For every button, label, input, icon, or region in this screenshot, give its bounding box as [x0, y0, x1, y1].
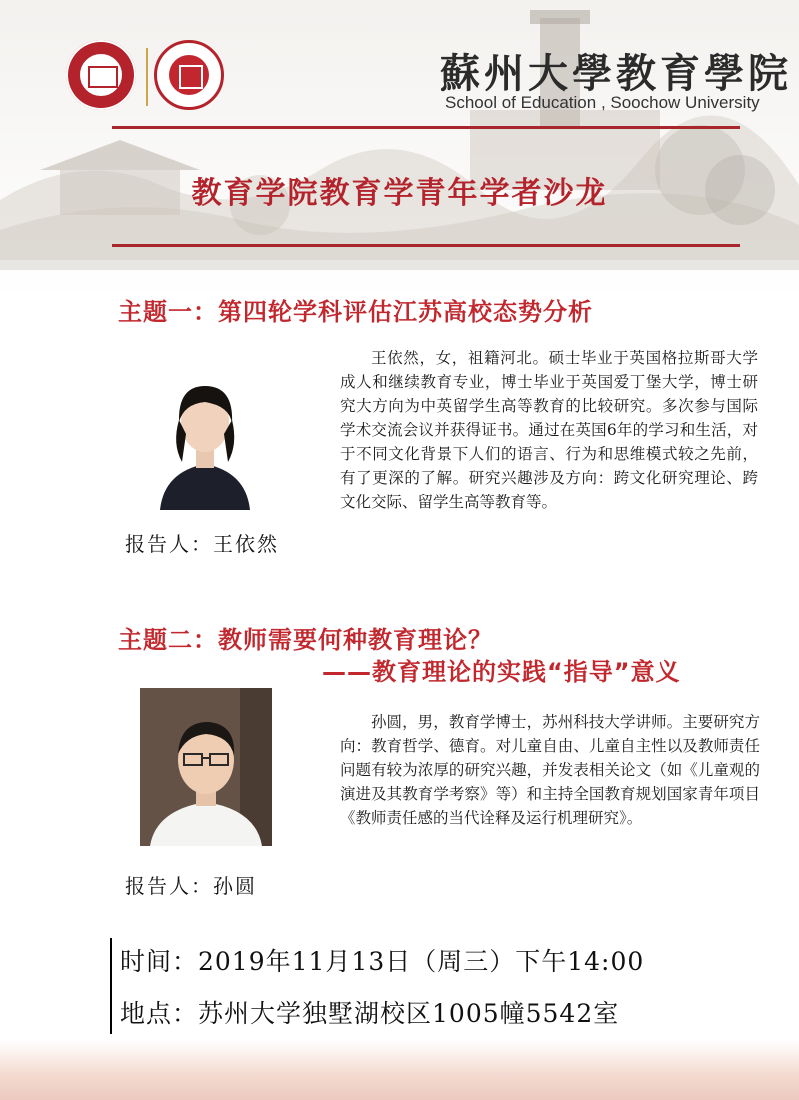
speaker-1-reporter: 报告人：王依然 — [125, 532, 279, 556]
speaker-1-bio-text: 王依然，女，祖籍河北。硕士毕业于英国格拉斯哥大学成人和继续教育专业，博士毕业于英国爱丁堡大学，博士研究大方向为中英留学生高等教育的比较研究。多次参与国际学术交流会议并获得证书。通过在英国6年的学习和生活，对于不同文化背景下人们的语言、行为和思维模式较之先前，有了更深的了解。研究兴趣涉及方向：跨文化研究理论、跨文化交际、留学生高等教育等。 — [340, 349, 758, 511]
event-place: 地点：苏州大学独墅湖校区1005幢5542室 — [120, 999, 620, 1028]
speaker-1-photo — [142, 364, 268, 510]
speaker-2-reporter: 报告人：孙圆 — [125, 874, 257, 898]
logo-divider — [146, 48, 148, 106]
university-seal-logo — [66, 40, 136, 110]
school-name-english: School of Education , Soochow University — [445, 93, 760, 112]
event-time: 时间：2019年11月13日（周三）下午14:00 — [120, 947, 645, 976]
speaker-2-bio-text: 孙圆，男，教育学博士，苏州科技大学讲师。主要研究方向：教育哲学、德育。对儿童自由、儿童自主性以及教师责任问题有较为浓厚的研究兴趣，并发表相关论文（如《儿童观的演进及其教育学考察》等）和主持全国教育规划国家青年项目《教师责任感的当代诠释及运行机理研究》。 — [340, 713, 760, 827]
title-rule-top — [112, 126, 740, 129]
topic-1-heading: 主题一：第四轮学科评估江苏高校态势分析 — [118, 298, 593, 326]
speaker-2-photo — [140, 688, 272, 846]
speaker-1-bio — [340, 346, 758, 514]
topic-2-subheading: ——教育理论的实践“指导”意义 — [322, 658, 681, 686]
page-title: 教育学院教育学青年学者沙龙 — [191, 176, 608, 211]
title-rule-bottom — [112, 244, 740, 247]
event-info-bar — [110, 938, 112, 1034]
institute-seal-logo — [154, 40, 224, 110]
topic-2-heading: 主题二：教师需要何种教育理论？ — [118, 626, 493, 654]
speaker-2-bio — [340, 710, 760, 830]
footer-wash — [0, 1040, 799, 1100]
school-name-chinese: 蘇州大學教育學院 — [440, 50, 792, 97]
